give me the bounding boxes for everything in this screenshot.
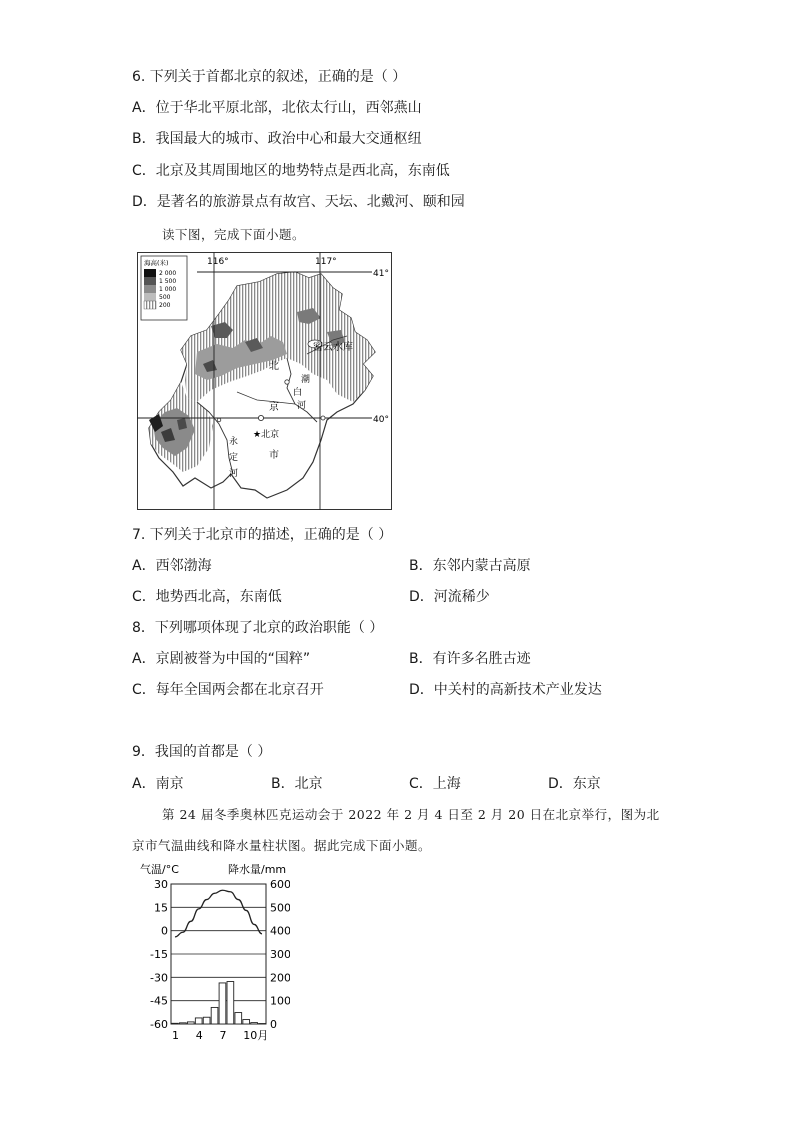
q7-option-b: B．东邻内蒙古高原: [409, 558, 531, 574]
month-tick-label: 1: [171, 1029, 179, 1042]
lon-117-label: 117°: [315, 257, 337, 267]
map-label-shi: 市: [269, 450, 279, 461]
temperature-tick-label: 0: [161, 924, 168, 938]
q6-option-b: B．我国最大的城市、政治中心和最大交通枢纽: [132, 131, 422, 147]
legend-value-1000: 1 000: [159, 286, 177, 293]
map-label-chao: 潮: [301, 375, 311, 385]
precipitation-bar: [172, 1023, 179, 1024]
month-tick-label: 10月: [243, 1029, 269, 1042]
q7-option-d: D．河流稀少: [409, 589, 490, 605]
q9-option-c: C．上海: [409, 776, 461, 792]
legend-value-2000: 2 000: [159, 270, 177, 277]
precipitation-tick-label: 300: [270, 948, 290, 961]
temperature-tick-label: -15: [150, 948, 168, 961]
q6-stem: 6. 下列关于首都北京的叙述，正确的是（ ）: [132, 69, 407, 85]
precipitation-tick-label: 500: [270, 901, 290, 915]
precipitation-tick-label: 0: [270, 1018, 277, 1031]
map-intro: 读下图，完成下面小题。: [162, 227, 306, 242]
precipitation-bar: [251, 1023, 258, 1024]
capital-label: ★北京: [253, 430, 280, 440]
beijing-map: [137, 252, 392, 510]
q8-option-c: C．每年全国两会都在北京召开: [132, 682, 324, 698]
temperature-tick-label: 15: [154, 901, 168, 915]
legend-value-500: 500: [159, 294, 171, 301]
precipitation-tick-label: 100: [270, 994, 290, 1008]
legend-value-200: 200: [159, 302, 171, 309]
q6-option-a: A．位于华北平原北部，北依太行山，西邻燕山: [132, 100, 422, 116]
q7-stem: 7. 下列关于北京市的描述，正确的是（ ）: [132, 527, 393, 543]
chart-intro-line2: 京市气温曲线和降水量柱状图。据此完成下面小题。: [132, 838, 432, 853]
temperature-tick-label: 30: [154, 878, 168, 891]
map-label-bai: 白: [293, 388, 303, 398]
temperature-axis-label: 气温/°C: [140, 863, 179, 876]
chart-intro-line1: 第 24 届冬季奥林匹克运动会于 2022 年 2 月 4 日至 2 月 20 日在北京举行，图为北: [162, 807, 660, 822]
q9-stem: 9．我国的首都是（ ）: [132, 744, 272, 760]
precipitation-bar: [219, 983, 226, 1024]
q6-option-c: C．北京及其周围地区的地势特点是西北高，东南低: [132, 163, 450, 179]
legend-title: 海高(米): [144, 259, 169, 267]
map-label-jing: 京: [269, 402, 279, 413]
precipitation-tick-label: 200: [270, 971, 290, 985]
temperature-tick-label: -60: [150, 1018, 168, 1031]
q7-option-a: A．西邻渤海: [132, 558, 212, 574]
q9-option-b: B．北京: [271, 776, 323, 792]
temperature-tick-label: -30: [150, 971, 168, 985]
map-label-he: 河: [297, 401, 307, 411]
climate-chart: [140, 862, 290, 1047]
lon-116-label: 116°: [207, 257, 229, 267]
q7-option-c: C．地势西北高，东南低: [132, 589, 282, 605]
map-label-ding: 定: [229, 453, 239, 463]
precipitation-bar: [203, 1017, 210, 1024]
q9-option-d: D．东京: [548, 776, 601, 792]
q8-stem: 8．下列哪项体现了北京的政治职能（ ）: [132, 620, 384, 636]
precipitation-bar: [195, 1018, 202, 1024]
q6-option-d: D．是著名的旅游景点有故宫、天坛、北戴河、颐和园: [132, 194, 465, 210]
precipitation-bar: [227, 982, 234, 1024]
lat-40-label: 40°: [373, 415, 389, 425]
precipitation-tick-label: 400: [270, 924, 290, 938]
precipitation-axis-label: 降水量/mm: [228, 863, 287, 876]
precipitation-tick-label: 600: [270, 878, 290, 891]
q8-option-a: A．京剧被誉为中国的“国粹”: [132, 651, 311, 667]
miyun-label: 密云水库: [313, 342, 353, 353]
map-label-bei: 北: [269, 361, 279, 372]
temperature-curve: [175, 890, 262, 937]
precipitation-bar: [235, 1013, 242, 1024]
precipitation-bar: [187, 1022, 194, 1024]
temperature-tick-label: -45: [150, 994, 168, 1008]
map-label-yhe: 河: [229, 469, 239, 479]
month-tick-label: 7: [219, 1029, 227, 1042]
q9-option-a: A．南京: [132, 776, 184, 792]
map-label-yong: 永: [229, 437, 239, 447]
month-tick-label: 4: [195, 1029, 203, 1042]
precipitation-bar: [211, 1007, 218, 1024]
legend-value-1500: 1 500: [159, 278, 177, 285]
precipitation-bar: [243, 1020, 250, 1024]
lat-41-label: 41°: [373, 269, 389, 279]
precipitation-bar: [180, 1023, 187, 1024]
q8-option-b: B．有许多名胜古迹: [409, 651, 531, 667]
q8-option-d: D．中关村的高新技术产业发达: [409, 682, 602, 698]
